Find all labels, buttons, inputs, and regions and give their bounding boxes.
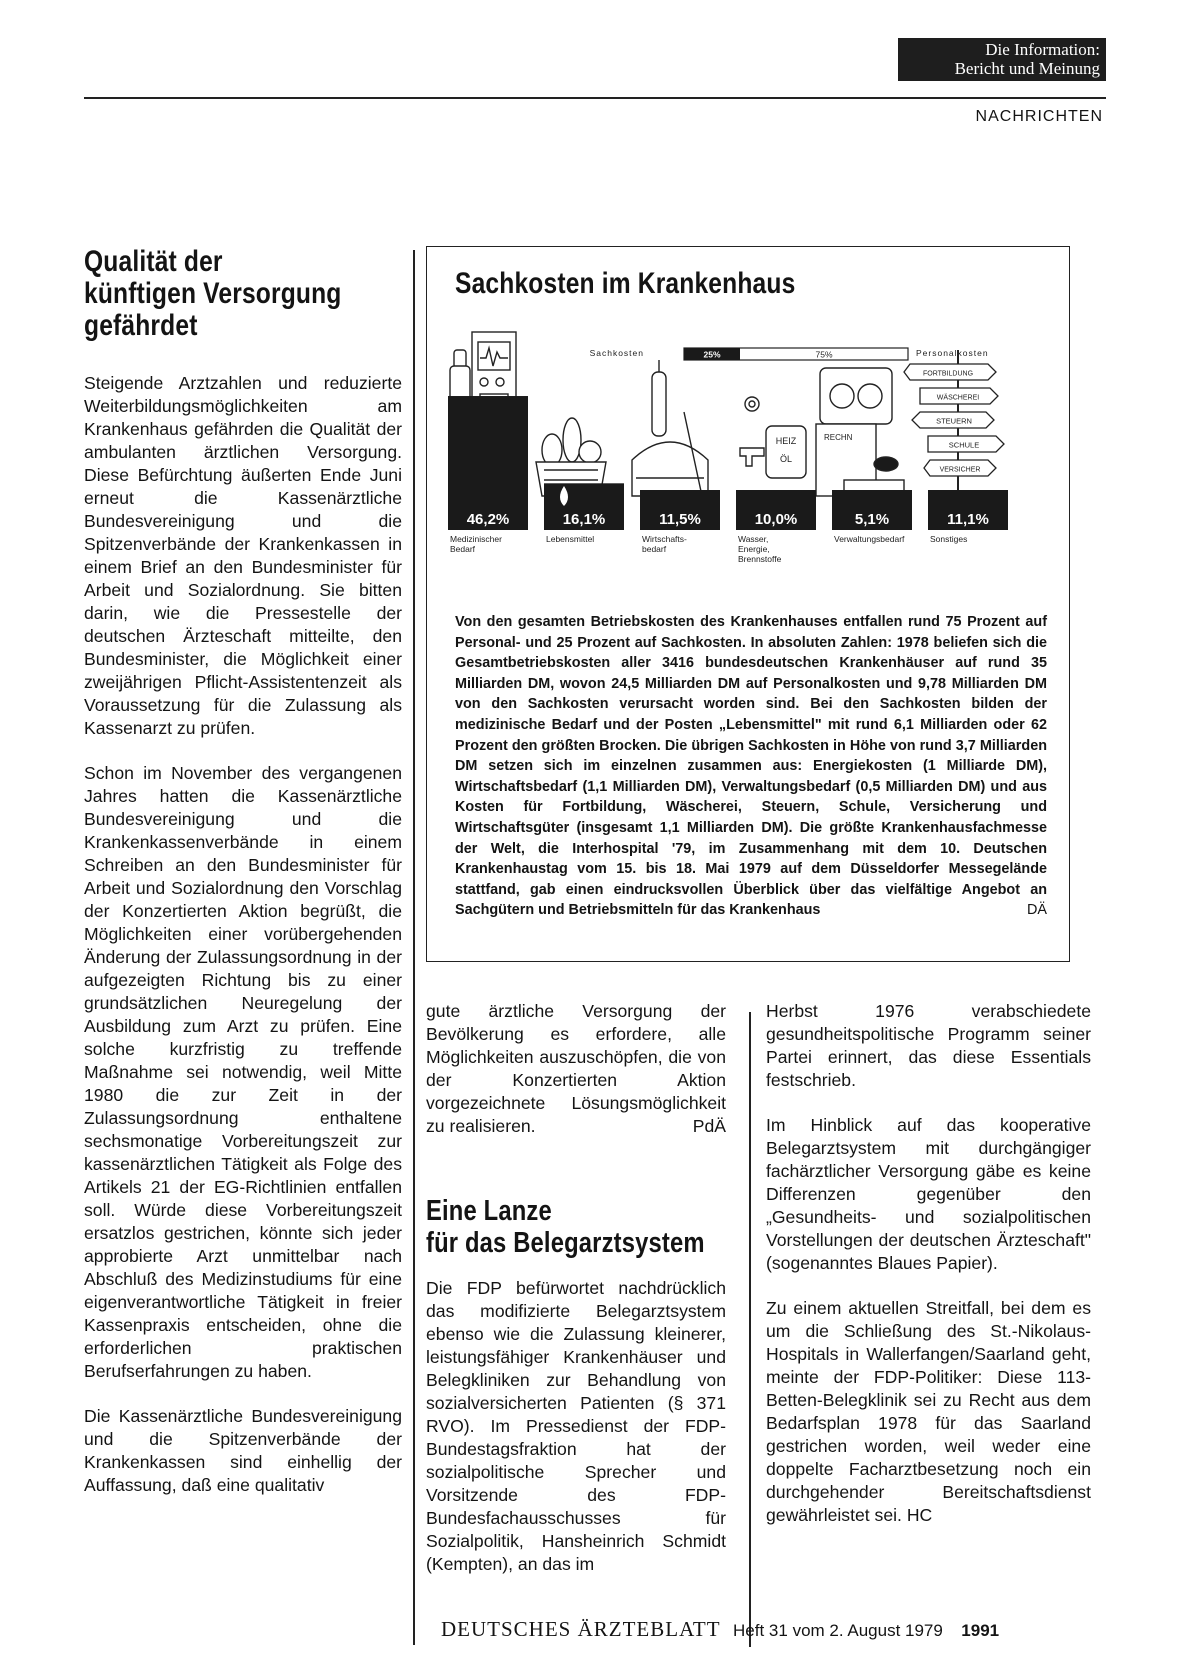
figure-caption-signature: DÄ <box>1027 902 1047 919</box>
column-rule <box>413 250 415 1645</box>
category-label-line: Bedarf <box>450 544 476 554</box>
category-label-line: Brennstoffe <box>738 554 782 564</box>
page-footer <box>441 1617 1091 1642</box>
bar-value-label: 11,1% <box>947 511 989 528</box>
article1-headline-line2: künftigen Versorgung <box>84 277 342 310</box>
article2-paragraph: Die FDP befürwortet nachdrücklich das modifizierte Belegarztsystem ebenso wie die Zulassung kleinerer, leistungsfähiger Krankenhäuser und Belegkliniken zur Behandlung von sozialversicherten Patienten (§ 371 RVO). Im Pressedienst der FDP-Bundestagsfraktion hat der sozialpolitische Sprecher und Vorsitzende des FDP-Bundesfachausschusses für Sozialpolitik, Hansheinrich Schmidt (Kempten), an das im <box>426 1278 726 1574</box>
category-label <box>930 534 967 544</box>
bar-value-label: 10,0% <box>754 511 798 528</box>
article1-continuation <box>426 1000 726 1138</box>
article2-body-col1 <box>426 1277 726 1598</box>
split-right-value: 75% <box>815 349 833 360</box>
section-label-line1: Die Information: <box>985 40 1100 59</box>
bar-value-label: 16,1% <box>562 511 606 528</box>
signpost-label: VERSICHER <box>939 466 981 474</box>
register-label: RECHN <box>824 433 853 442</box>
signpost-label: FORTBILDUNG <box>922 370 974 378</box>
figure-caption-text: Von den gesamten Betriebskosten des Krankenhauses entfallen rund 75 Prozent auf Personal- und 25 Prozent auf Sachkosten. In absoluten Zahlen: 1978 beliefen sich die Gesamtbetriebskosten aller 3416 bundesdeutschen Krankenhäuser auf rund 35 Milliarden DM, wovon 24,5 Milliarden DM auf Personalkosten und 9,78 Milliarden DM von den Sachkosten verursacht worden sind. Bei den Sachkosten bilden der medizinische Bedarf und der Posten „Lebensmittel" mit rund 6,1 Milliarden oder 62 Prozent den größten Brocken. Die übrigen Sachkosten in Höhe von rund 3,7 Milliarden DM setzen sich im einzelnen zusammen aus: Energiekosten (1 Milliarde DM), Wirtschaftsbedarf (1,1 Milliarden DM), Verwaltungsbedarf (0,5 Milliarden DM) und aus Kosten für Fortbildung, Wäscherei, Steuern, Schule, Versicherung und Wirtschaftsgüter (insgesamt 1,1 Milliarden DM). Die größte Krankenhausfachmesse der Welt, die Interhospital '79, im Zusammenhang mit dem 10. Deutschen Krankenhaustag vom 15. bis 18. Mai 1979 auf dem Düsseldorfer Messegelände stattfand, gab einen eindrucksvollen Überblick über das vielfältige Angebot an Sachgütern und Betriebsmitteln für das Krankenhaus <box>455 614 1047 919</box>
section-label-box <box>898 38 1106 81</box>
category-label-line: Lebensmittel <box>546 534 595 544</box>
header-rule <box>84 97 1106 99</box>
utilities-illustration <box>740 397 806 478</box>
section-label-line2: Bericht und Meinung <box>954 59 1100 78</box>
category-label <box>738 534 782 564</box>
column-rule <box>749 1012 751 1647</box>
article1-headline-line3: gefährdet <box>84 309 198 342</box>
category-label-line: bedarf <box>642 544 667 554</box>
section-title: NACHRICHTEN <box>975 108 1103 125</box>
page-number: 1991 <box>961 1621 1000 1640</box>
article1-paragraph: Die Kassenärztliche Bundesvereinigung und die Spitzenverbände der Krankenkassen sind einhellig der Auffassung, daß eine qualitativ <box>84 1406 402 1495</box>
article1-signature: PdÄ <box>692 1116 726 1136</box>
article2-headline-line2: für das Belegarztsystem <box>426 1227 705 1259</box>
article2-headline-line1: Eine Lanze <box>426 1195 552 1227</box>
figure-title: Sachkosten im Krankenhaus <box>455 267 796 300</box>
article1-paragraph: Schon im November des vergangenen Jahres hatten die Kassenärztliche Bundesvereinigung und die Krankenkassenverbände in einem Schreiben an den Bundesminister für Arbeit und Sozialordnung den Vorschlag der Konzertierten Aktion begrüßt, die Möglichkeiten einer vorübergehenden Änderung der Zulassungsordnung in der aufgezeigten Richtung bis zu einer grundsätzlichen Neuregelung der Ausbildung zum Arzt zu prüfen. Eine solche kurzfristig zu treffende Maßnahme sei notwendig, weil Mitte 1980 die zur Zeit in der Zulassungsordnung enthaltene sechsmonatige Vorbereitungszeit zur kassenärztlichen Tätigkeit als Folge des Artikels 21 der EG-Richtlinien entfallen soll. Würde diese Vorbereitungszeit ersatzlos gestrichen, könnte sich jeder approbierte Arzt unmittelbar nach Abschluß des Medizinstudiums für eine eigenverantwortliche Tätigkeit in freier Kassenpraxis entscheiden, ohne die erforderlichen praktischen Berufserfahrungen zu haben. <box>84 763 402 1381</box>
category-label <box>642 534 687 554</box>
drum-label-top: HEIZ <box>775 436 797 446</box>
split-left-label: Sachkosten <box>589 348 644 358</box>
category-labels-layer <box>450 534 967 564</box>
article2-body-col2 <box>766 1000 1091 1549</box>
article2-paragraph: Herbst 1976 verabschiedete gesundheitspolitische Programm seiner Partei erinnert, das diese Essentials festschrieb. <box>766 1001 1091 1090</box>
cleaning-supplies-illustration <box>632 360 708 496</box>
article1-headline-line1: Qualität der <box>84 245 223 278</box>
category-label-line: Wasser, <box>738 534 769 544</box>
category-label-line: Verwaltungsbedarf <box>834 534 905 544</box>
journal-name: DEUTSCHES ÄRZTEBLATT <box>441 1617 721 1641</box>
category-label-line: Wirtschafts- <box>642 534 687 544</box>
split-left-value: 25% <box>703 349 721 360</box>
article2-headline <box>426 1195 738 1259</box>
article2-signature: HC <box>906 1505 933 1525</box>
signpost-label: SCHULE <box>948 440 980 450</box>
article2-paragraph: Im Hinblick auf das kooperative Belegarztsystem mit durchgängiger fachärztlicher Versorgung gäbe es keine Differenzen gegenüber den „Gesundheits- und sozialpolitischen Vorstellungen der deutschen Ärzteschaft" (sogenanntes Blaues Papier). <box>766 1115 1091 1273</box>
signpost-label: WÄSCHEREI <box>936 394 980 402</box>
bar-value-label: 11,5% <box>659 511 701 528</box>
article1-paragraph: Steigende Arztzahlen und reduzierte Weiterbildungsmöglichkeiten am Krankenhaus gefährden die Qualität der ambulanten ärztlichen Versorgung. Diese Befürchtung äußerten Ende Juni erneut die Kassenärztliche Bundesvereinigung und die Spitzenverbände der Krankenkassen in einem Brief an den Bundesminister für Arbeit und Sozialordnung. Sie bitten darin, wie die Pressestelle der deutschen Ärzteschaft mitteilte, den Bundesminister, die Möglichkeit einer zweijährigen Pflicht-Assistentenzeit als Voraussetzung für die Zulassung als Kassenarzt zu prüfen. <box>84 373 402 738</box>
article1-body <box>84 372 402 1519</box>
office-supplies-illustration <box>816 368 904 496</box>
issue-info: Heft 31 vom 2. August 1979 <box>733 1621 943 1640</box>
category-label <box>450 534 502 554</box>
article1-headline <box>84 246 379 342</box>
bar-value-label: 46,2% <box>466 511 510 528</box>
bar-0 <box>448 396 528 530</box>
figure-caption <box>455 612 1047 921</box>
bar-value-label: 5,1% <box>854 511 890 528</box>
article1-continuation-text: gute ärztliche Versorgung der Bevölkerung es erfordere, alle Möglichkeiten auszuschöpfen, die von der Konzertierten Aktion vorgezeichnete Lösungsmöglichkeit zu realisieren. <box>426 1001 726 1136</box>
category-label-line: Energie, <box>738 544 770 554</box>
split-right-label: Personalkosten <box>916 348 989 358</box>
article2-paragraph <box>766 1297 1091 1527</box>
category-label-line: Medizinischer <box>450 534 502 544</box>
article2-paragraph-text: Zu einem aktuellen Streitfall, bei dem es um die Schließung des St.-Nikolaus-Hospitals in Wallerfangen/Saarland geht, meinte der FDP-Politiker: Diese 113-Betten-Belegklinik sei zu Recht aus dem Bedarfsplan 1978 für das Saarland gestrichen worden, weil weder eine doppelte Facharztbesetzung noch ein durchgehender Bereitschaftsdienst gewährleistet sei. <box>766 1298 1091 1525</box>
drum-label-bottom: ÖL <box>779 454 793 464</box>
category-label <box>834 534 905 544</box>
signpost-label: STEUERN <box>936 416 972 426</box>
category-label-line: Sonstiges <box>930 534 968 544</box>
sachkosten-chart <box>440 320 1056 610</box>
category-label <box>546 534 594 544</box>
signpost-illustration <box>904 350 1004 496</box>
